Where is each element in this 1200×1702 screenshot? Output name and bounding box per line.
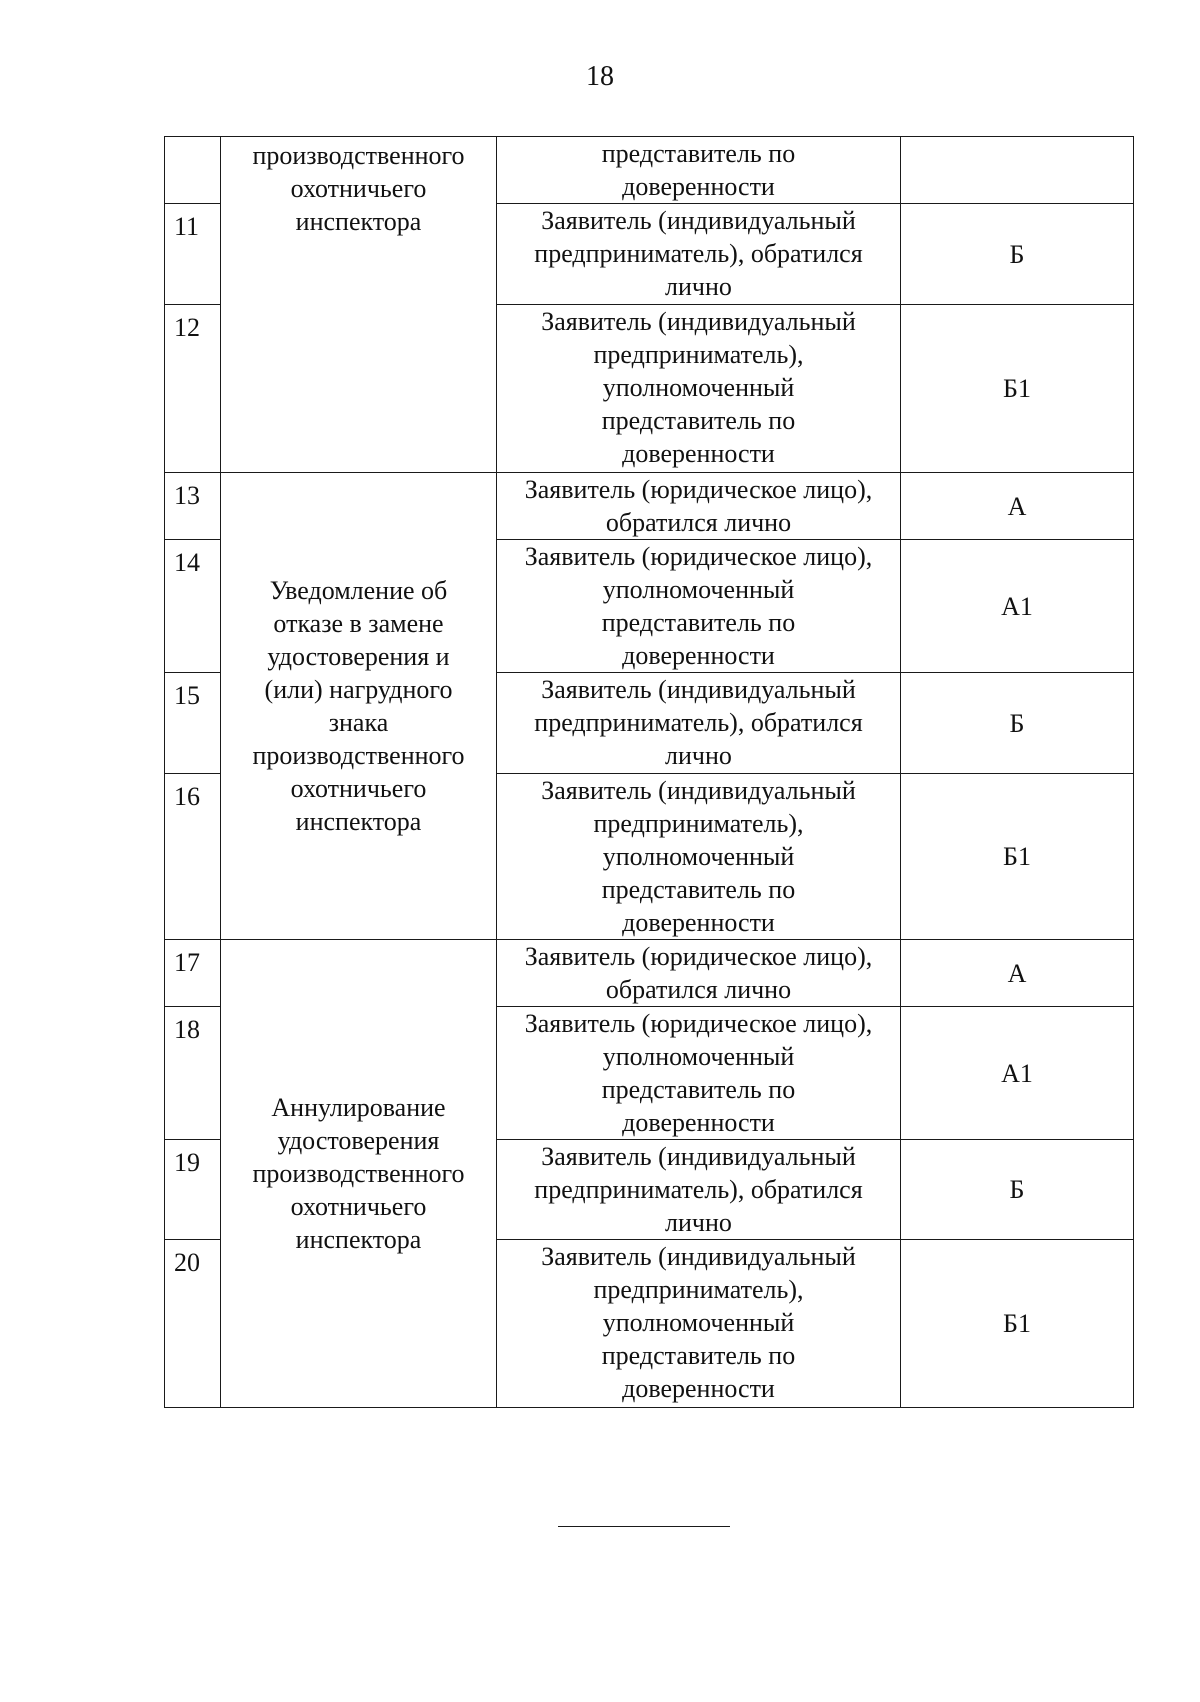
variant-code: Б1 [901,305,1134,473]
row-number: 18 [165,1007,221,1140]
row-number: 13 [165,473,221,540]
variant-code: Б [901,204,1134,305]
applicant-text: Заявитель (юридическое лицо), уполномоченный представитель по доверенности [524,542,873,670]
end-of-document-rule [558,1526,730,1527]
result-document-cell [221,473,497,940]
result-document-cell [221,940,497,1408]
applicant-cell [497,137,901,204]
applicant-cell [497,540,901,673]
row-number: 12 [165,305,221,473]
applicant-text: Заявитель (индивидуальный предприниматель), обратился лично [534,1142,863,1237]
applicant-cell [497,1240,901,1408]
applicant-cell [497,305,901,473]
result-document-text: производственного охотничьего инспектора [252,141,465,236]
row-number: 11 [165,204,221,305]
row-number: 19 [165,1140,221,1240]
result-document-text: Уведомление об отказе в замене удостоверения и (или) нагрудного знака производственного охотничьего инспектора [252,576,465,836]
variants-table [164,136,1134,1408]
variant-code [901,137,1134,204]
applicant-text: Заявитель (индивидуальный предприниматель), обратился лично [534,206,863,301]
applicant-cell [497,473,901,540]
applicant-cell [497,204,901,305]
table-row [165,473,1134,540]
applicant-cell [497,774,901,940]
variant-code: Б1 [901,1240,1134,1408]
table-row [165,137,1134,204]
applicant-cell [497,1007,901,1140]
applicant-cell [497,1140,901,1240]
result-document-cell [221,137,497,473]
row-number [165,137,221,204]
applicant-text: Заявитель (юридическое лицо), уполномоченный представитель по доверенности [524,1009,873,1137]
table-row [165,940,1134,1007]
applicant-text: Заявитель (юридическое лицо), обратился лично [524,942,873,1004]
row-number: 20 [165,1240,221,1408]
variant-code: Б [901,1140,1134,1240]
applicant-text: Заявитель (индивидуальный предприниматель), уполномоченный представитель по доверенности [541,307,856,468]
row-number: 16 [165,774,221,940]
applicant-text: Заявитель (юридическое лицо), обратился лично [524,475,873,537]
variant-code: А [901,940,1134,1007]
row-number: 17 [165,940,221,1007]
applicant-cell [497,673,901,774]
variant-code: А1 [901,540,1134,673]
result-document-text: Аннулирование удостоверения производственного охотничьего инспектора [252,1093,465,1254]
page-number: 18 [586,61,614,92]
variant-code: А1 [901,1007,1134,1140]
applicant-cell [497,940,901,1007]
applicant-text: Заявитель (индивидуальный предприниматель), уполномоченный представитель по доверенности [541,1242,856,1403]
applicant-text: Заявитель (индивидуальный предприниматель), уполномоченный представитель по доверенности [541,776,856,937]
variant-code: А [901,473,1134,540]
applicant-text: Заявитель (индивидуальный предприниматель), обратился лично [534,675,863,770]
applicant-text: представитель по доверенности [601,139,796,201]
variant-code: Б [901,673,1134,774]
row-number: 15 [165,673,221,774]
row-number: 14 [165,540,221,673]
variant-code: Б1 [901,774,1134,940]
